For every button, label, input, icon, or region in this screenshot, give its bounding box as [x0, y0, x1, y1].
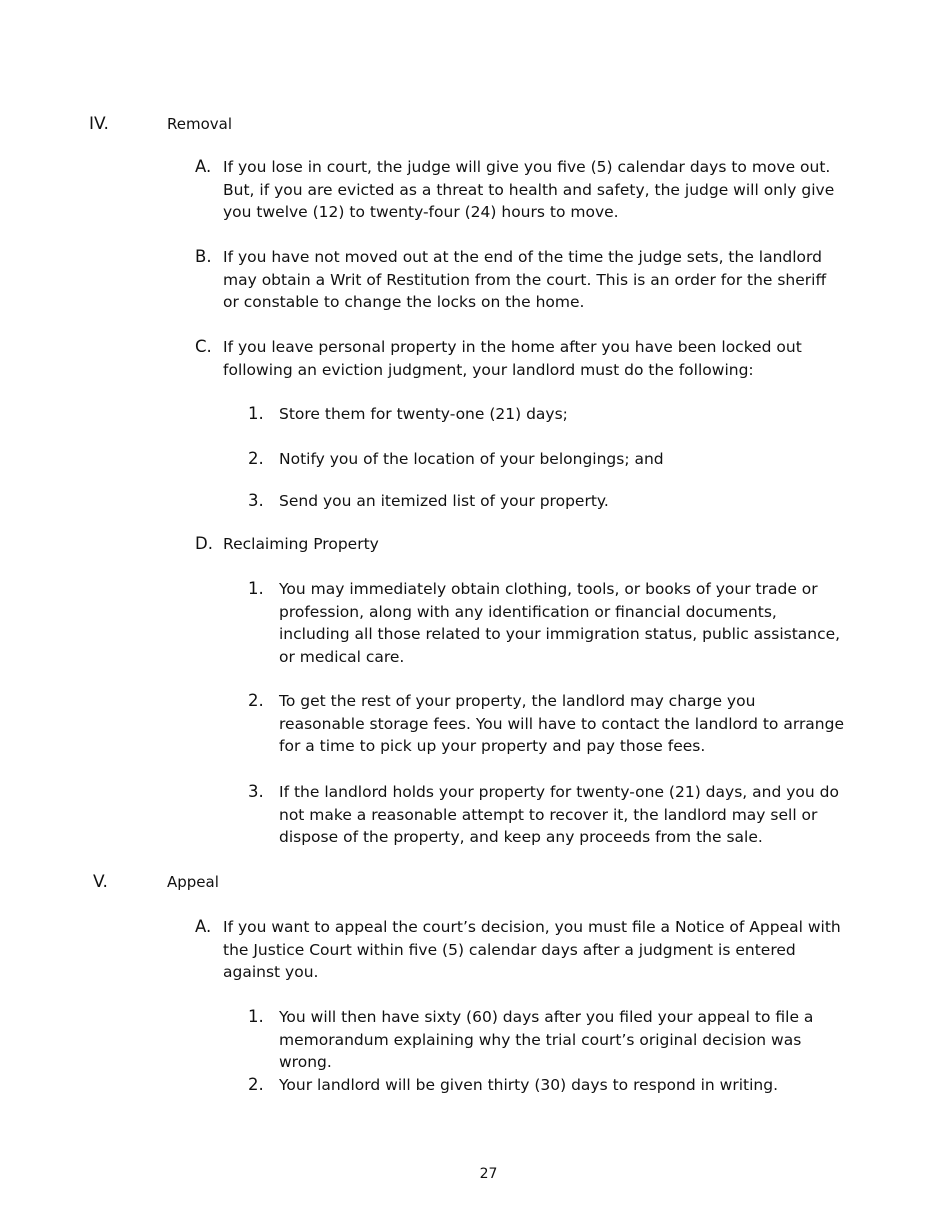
item-marker: 1.: [248, 1007, 264, 1026]
item-text: To get the rest of your property, the landlord may charge you reasonable storage fees. You will have to contact the landlord to arrange for a time to pick up your property and pay those fees.: [279, 692, 845, 755]
item-text: If you leave personal property in the home after you have been locked out following an eviction judgment, your landlord must do the following:: [223, 338, 802, 379]
section-number: V.: [93, 872, 108, 892]
item-text: Send you an itemized list of your property.: [279, 492, 609, 510]
item-marker: 1.: [248, 579, 264, 598]
section-title: Removal: [167, 115, 233, 133]
section-title: Appeal: [167, 873, 219, 891]
page-number: 27: [479, 1166, 498, 1182]
item-text: Store them for twenty-one (21) days;: [279, 405, 568, 423]
item-text: If you want to appeal the court’s decision, you must file a Notice of Appeal with the Justice Court within five (5) calendar days after a judgment is entered against you.: [223, 918, 841, 981]
item-marker: 3.: [248, 491, 264, 510]
item-marker: B.: [195, 247, 212, 266]
item-marker: D.: [195, 534, 213, 553]
item-text: Notify you of the location of your belongings; and: [279, 450, 664, 468]
item-text: You may immediately obtain clothing, tools, or books of your trade or profession, along with any identification or financial documents, including all those related to your immigration status, public assistance, or medical care.: [279, 580, 841, 666]
item-text: If you have not moved out at the end of the time the judge sets, the landlord may obtain a Writ of Restitution from the court. This is an order for the sheriff or constable to change the locks on the home.: [223, 248, 827, 311]
item-text: You will then have sixty (60) days after you filed your appeal to file a memorandum explaining why the trial court’s original decision was wrong.: [279, 1008, 814, 1071]
item-marker: 2.: [248, 691, 264, 710]
item-marker: 3.: [248, 782, 264, 801]
item-marker: 2.: [248, 1075, 264, 1094]
item-marker: C.: [195, 337, 212, 356]
item-marker: A.: [195, 917, 212, 936]
item-text: Reclaiming Property: [223, 535, 379, 553]
item-marker: 2.: [248, 449, 264, 468]
item-marker: 1.: [248, 404, 264, 423]
item-text: If you lose in court, the judge will give you five (5) calendar days to move out. But, if you are evicted as a threat to health and safety, the judge will only give you twelve (12) to twenty-four (24) hours to move.: [223, 158, 835, 221]
item-text: If the landlord holds your property for twenty-one (21) days, and you do not make a reasonable attempt to recover it, the landlord may sell or dispose of the property, and keep any proceeds from the sale.: [279, 783, 839, 846]
item-text: Your landlord will be given thirty (30) days to respond in writing.: [279, 1076, 779, 1094]
section-number: IV.: [89, 114, 109, 134]
item-marker: A.: [195, 157, 212, 176]
